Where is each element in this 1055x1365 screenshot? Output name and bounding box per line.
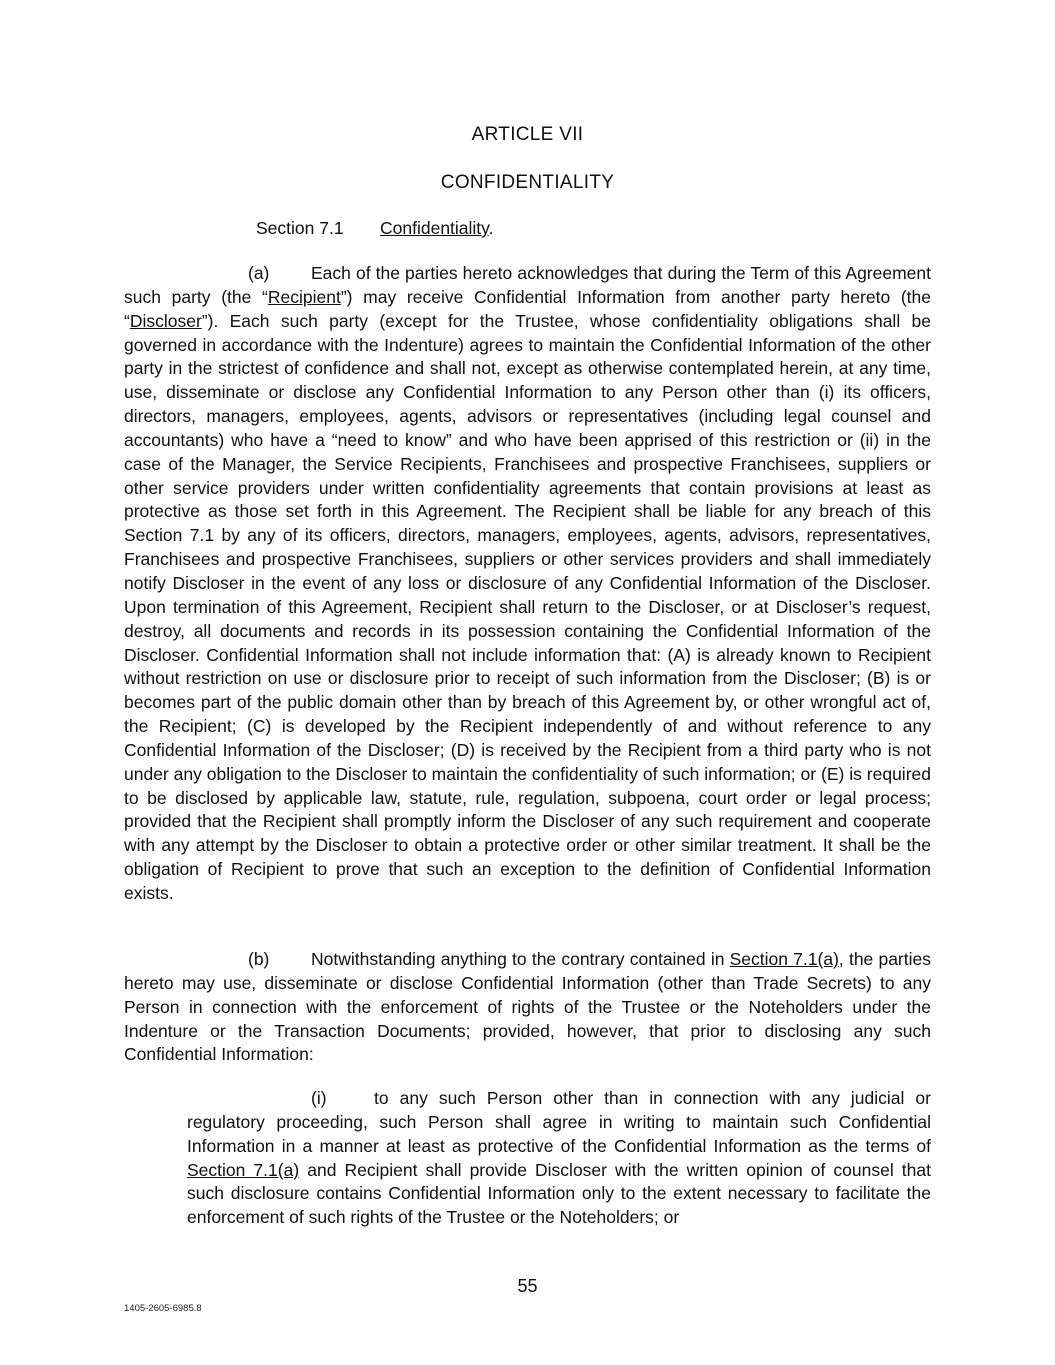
paragraph-b-text-2: , the parties hereto may use, disseminate or disclose Confidential Information (other than Trade Secrets) to any Person in connection with the enforcement of rights of the Trustee or the Noteholders under the Indenture or the Transaction Documents; provided, however, that prior to disclosing any such Confidential Information:	[124, 949, 931, 1065]
paragraph-a-text-2: ”) may receive Confidential Information from another party hereto (the “	[124, 286, 931, 331]
paragraph-a-label: (a)	[248, 263, 270, 283]
paragraph-i-label: (i)	[311, 1088, 327, 1108]
paragraph-b-text-1: Notwithstanding anything to the contrary contained in	[311, 949, 730, 969]
section-title: Confidentiality	[380, 218, 489, 238]
paragraph-b-label: (b)	[248, 949, 270, 969]
section-title-suffix: .	[488, 218, 494, 238]
section-number: Section 7.1	[256, 218, 344, 238]
paragraph-b	[124, 948, 931, 1067]
article-subtitle: CONFIDENTIALITY	[440, 172, 615, 193]
cross-reference: Section 7.1(a)	[729, 949, 839, 969]
document-id: 1405-2605-6985.8	[124, 1303, 202, 1314]
defined-term-recipient: Recipient	[267, 286, 341, 307]
article-title: ARTICLE VII	[471, 124, 584, 145]
cross-reference: Section 7.1(a)	[187, 1159, 300, 1180]
page-number: 55	[517, 1276, 538, 1296]
paragraph-a-text-3: ”). Each such party (except for the Trustee, whose confidentiality obligations shall be governed in accordance with the Indenture) agrees to maintain the Confidential Information of the other party in the strictest of confidence and shall not, except as otherwise contemplated herein, at any time, use, disseminate or disclose any Confidential Information to any Person other than (i) its officers, directors, managers, employees, agents, advisors or representatives (including legal counsel and accountants) who have a “need to know” and who have been apprised of this restriction or (ii) in the case of the Manager, the Service Recipients, Franchisees and prospective Franchisees, suppliers or other service providers under written confidentiality agreements that contain provisions at least as protective as those set forth in this Agreement. The Recipient shall be liable for any breach of this Section 7.1 by any of its officers, directors, managers, employees, agents, advisors, representatives, Franchisees and prospective Franchisees, suppliers or other services providers and shall immediately notify Discloser in the event of any loss or disclosure of any Confidential Information of the Discloser. Upon termination of this Agreement, Recipient shall return to the Discloser, or at Discloser’s request, destroy, all documents and records in its possession containing the Confidential Information of the Discloser. Confidential Information shall not include information that: (A) is already known to Recipient without restriction on use or disclosure prior to receipt of such information from the Discloser; (B) is or becomes part of the public domain other than by breach of this Agreement by, or other wrongful act of, the Recipient; (C) is developed by the Recipient independently of and without reference to any Confidential Information of the Discloser; (D) is received by the Recipient from a third party who is not under any obligation to the Discloser to maintain the confidentiality of such information; or (E) is required to be disclosed by applicable law, statute, rule, regulation, subpoena, court order or legal process; provided that the Recipient shall promptly inform the Discloser of any such requirement and cooperate with any attempt by the Discloser to obtain a protective order or other similar treatment. It shall be the obligation of Recipient to prove that such an exception to the definition of Confidential Information exists.	[124, 310, 931, 903]
paragraph-i	[187, 1087, 931, 1230]
paragraph-i-text-2: and Recipient shall provide Discloser with the written opinion of counsel that such disclosure contains Confidential Information only to the extent necessary to facilitate the enforcement of such rights of the Trustee or the Noteholders; or	[187, 1159, 931, 1228]
section-heading	[256, 218, 494, 239]
defined-term-discloser: Discloser	[129, 310, 202, 331]
paragraph-a-text-1: Each of the parties hereto acknowledges that during the Term of this Agreement such party (the “	[124, 263, 931, 307]
paragraph-a	[124, 262, 931, 906]
paragraph-i-text-1: to any such Person other than in connection with any judicial or regulatory proceeding, such Person shall agree in writing to maintain such Confidential Information in a manner at least as protective of the Confidential Information as the terms of	[187, 1088, 931, 1156]
